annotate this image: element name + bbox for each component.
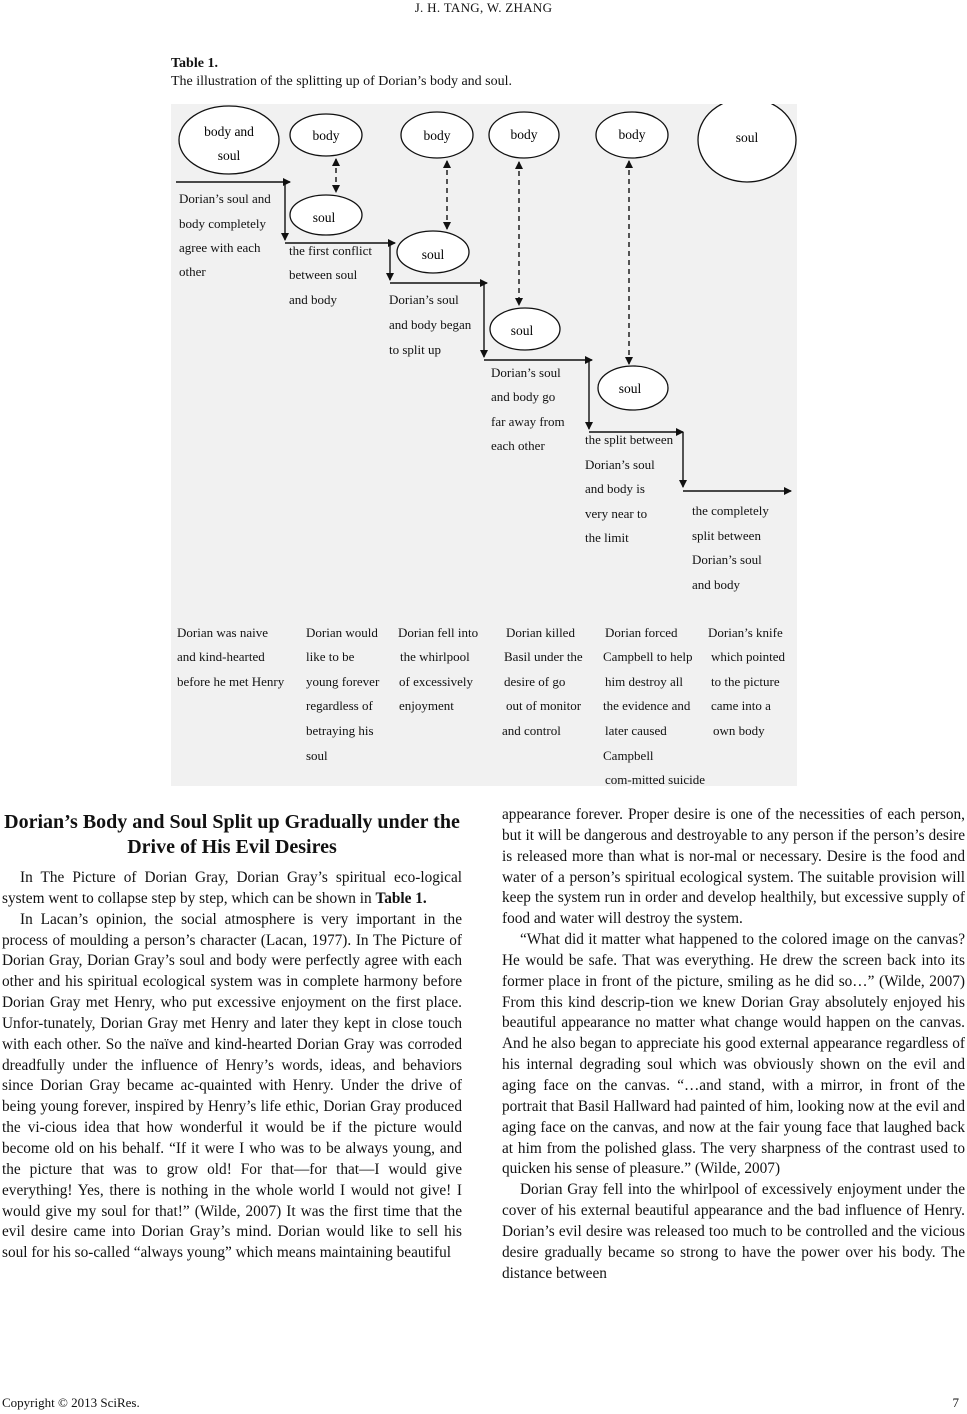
page-number: 7 bbox=[952, 1395, 959, 1410]
stage-1-text: Dorian’s soul and body completely agree with each other bbox=[179, 191, 271, 279]
body-soul-split-diagram bbox=[171, 104, 797, 786]
paragraph bbox=[2, 868, 462, 910]
event-5-text: Dorian forced Campbell to help him destroy all the evidence and later caused Campbell com-mitted suicide bbox=[603, 625, 706, 786]
top-ellipse-body-2 bbox=[401, 112, 473, 158]
event-1-text: Dorian was naive and kind-hearted before he met Henry bbox=[177, 625, 285, 689]
soul-label: soul bbox=[312, 210, 336, 225]
top-ellipse-body-4 bbox=[596, 112, 668, 158]
body-label: body bbox=[618, 127, 646, 142]
top-ellipse-body-3 bbox=[489, 112, 559, 158]
event-4-text: Dorian killed Basil under the desire of go out of monitor and control bbox=[502, 625, 583, 738]
section-heading: Dorian’s Body and Soul Split up Gradually under the Drive of His Evil Desires bbox=[4, 811, 460, 858]
copyright-footer: Copyright © 2013 SciRes. bbox=[2, 1395, 140, 1410]
paragraph: Dorian Gray fell into the whirlpool of excessively enjoyment under the cover of his external beautiful appearance and the bad influence of Henry. Dorian’s evil desire was released too much to be controlled and the vicious desire gradually became so strong to have the power over his body. The distance between bbox=[502, 1181, 965, 1282]
soul-ellipse-3 bbox=[490, 308, 560, 350]
event-3-text: Dorian fell into the whirlpool of excessively enjoyment bbox=[398, 625, 479, 713]
body-label: body bbox=[510, 127, 538, 142]
stage-2-text: the first conflict between soul and body bbox=[289, 243, 373, 307]
right-column bbox=[502, 805, 965, 1284]
soul-label: soul bbox=[217, 148, 241, 163]
table-reference: Table 1. bbox=[375, 889, 427, 907]
soul-label: soul bbox=[618, 381, 642, 396]
top-ellipse-body-1 bbox=[290, 114, 362, 156]
paragraph: In Lacan’s opinion, the social atmosphere is very important in the process of moulding a person’s character (Lacan, 1977). In The Picture of Dorian Gray, Dorian Gray’s soul and body were perfectly agree with each other and his spiritual ecological system was in complete harmony before Dorian Gray met Henry, who put excessive enjoyment on the first place. Unfor-tunately, Dorian Gray met Henry and later they kept in close touch with each other. So the naïve and kind-hearted Dorian Gray was corroded dreadfully under the influence of Henry’s words, ideas, and behaviors since Dorian Gray became ac-quainted with Henry. Under the drive of being young forever, inspired by Henry’s life ethic, Dorian Gray produced the vi-cious idea that how wonderful it would be if the picture would become old on his behalf. “If it were I who was to be always young, and the picture that was to grow old! For that—for that—I would give everything! Yes, there is nothing in the whole world I would not give! I would give my soul for that!” (Wilde, 2007) It was the first time that the evil desire came into Dorian Gray’s mind. Dorian would like to sell his soul for his so-called “always young” which means maintaining beautiful bbox=[2, 910, 462, 1262]
soul-ellipse-2 bbox=[397, 231, 469, 273]
event-2-text: Dorian would like to be young forever regardless of betraying his soul bbox=[306, 625, 380, 763]
body-label: body bbox=[312, 128, 340, 143]
running-head: J. H. TANG, W. ZHANG bbox=[414, 0, 553, 15]
stage-5-text: the split between Dorian’s soul and body is very near to the limit bbox=[585, 432, 674, 545]
top-ellipse-soul bbox=[698, 104, 796, 182]
event-6-text: Dorian’s knife which pointed to the picture came into a own body bbox=[708, 625, 786, 738]
table-label: Table 1. bbox=[171, 56, 218, 71]
soul-label: soul bbox=[735, 130, 759, 145]
body-and-label: body and bbox=[204, 124, 254, 139]
stage-3-text: Dorian’s soul and body began to split up bbox=[389, 292, 472, 357]
soul-label: soul bbox=[510, 323, 534, 338]
paragraph: appearance forever. Proper desire is one of the necessities of each person, but it will be dangerous and destroyable to any person if the person’s desire is released more than what is nor-mal or necessary. Desire is the food and water of a person’s spiritual ecological system. The suitable provision will keep the system run in order and develop healthily, but excessive supply of food and water will destroy the system. bbox=[502, 806, 965, 928]
soul-ellipse-4 bbox=[598, 366, 668, 410]
table-caption: The illustration of the splitting up of Dorian’s body and soul. bbox=[171, 74, 513, 89]
paragraph: “What did it matter what happened to the colored image on the canvas? He would be safe. That was everything. He drew the screen back into its former place in front of the picture, smiling as he did so…” (Wilde, 2007) From this kind descrip-tion we knew Dorian Gray absolutely enjoyed his beautiful appearance no matter what change would happen on the canvas. And he also began to appreciate his good external appearance regardless of his internal degrading soul which was obviously shown on the evil and aging face on the canvas. “…and stand, with a mirror, in front of the portrait that Basil Hallward had painted of him, looking now at the evil and aging face on the canvas, and now at the fair young face that laughed back at him from the polished glass. The very sharpness of the contrast used to quicken his sense of pleasure.” (Wilde, 2007) bbox=[502, 931, 965, 1178]
stage-6-text: the completely split between Dorian’s soul and body bbox=[692, 503, 769, 592]
left-column bbox=[2, 868, 462, 1264]
body-label: body bbox=[423, 128, 451, 143]
paragraph-text: In The Picture of Dorian Gray, Dorian Gray’s spiritual eco-logical system went to collapse step by step, which can be shown in bbox=[2, 869, 462, 907]
stage-4-text: Dorian’s soul and body go far away from each other bbox=[491, 365, 565, 453]
top-ellipse-body-and-soul bbox=[179, 106, 279, 174]
soul-label: soul bbox=[421, 247, 445, 262]
soul-ellipse-1 bbox=[290, 195, 362, 235]
